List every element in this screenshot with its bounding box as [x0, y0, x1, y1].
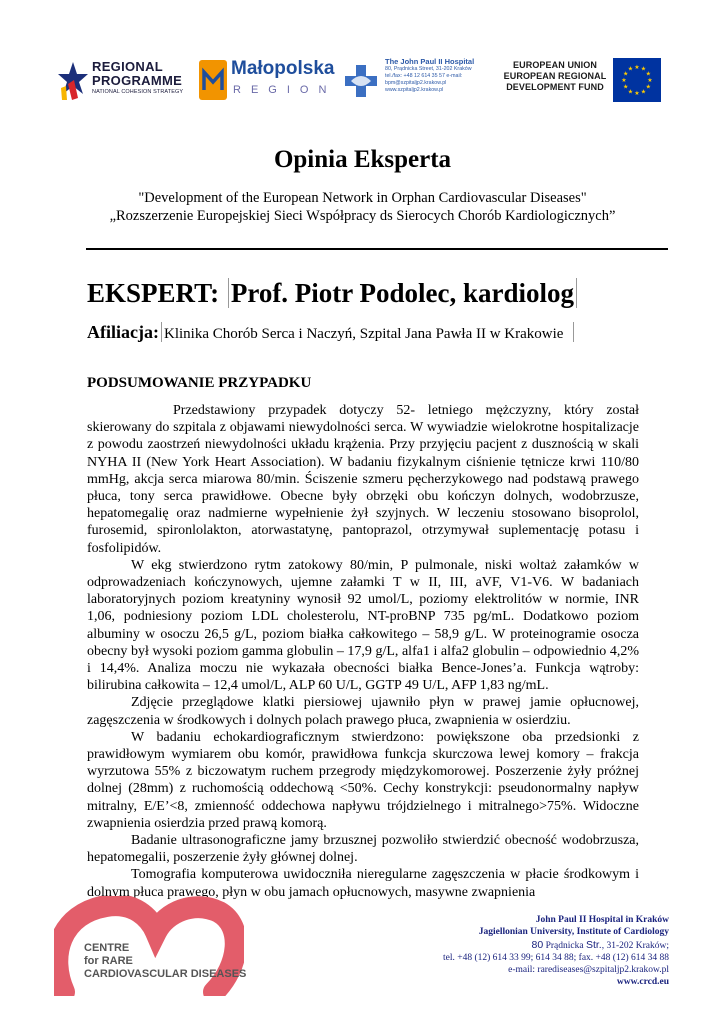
regional-programme-logo: [58, 56, 188, 106]
footer-hospital: John Paul II Hospital in Kraków: [535, 915, 669, 925]
eu-star-icon: ★: [647, 78, 653, 84]
text-marker: [573, 322, 574, 342]
text-marker: [161, 322, 162, 342]
text-marker: [228, 278, 229, 308]
crcd-logo-line1: CENTRE: [84, 942, 130, 954]
malopolska-name: Małopolska: [231, 58, 335, 79]
crcd-logo-line2: for RARE: [84, 955, 133, 967]
expert-name: Prof. Piotr Podolec, kardiolog: [230, 278, 575, 308]
footer-address-str: Str.: [585, 938, 602, 951]
eu-star-icon: ★: [621, 78, 627, 84]
section-heading: PODSUMOWANIE PRZYPADKU: [87, 375, 312, 391]
hospital-logo-email: bpm@szpitaljp2.krakow.pl: [385, 80, 447, 86]
footer-address-city: , 31-202 Kraków;: [601, 940, 669, 951]
title-divider: [86, 248, 668, 250]
expert-label: EKSPERT:: [87, 278, 220, 308]
hospital-logo-web: www.szpitaljp2.krakow.pl: [385, 87, 444, 93]
paragraph: Badanie ultrasonograficzne jamy brzusznej pozwoliło stwierdzić obecność wodobrzusza, hepatomegalii, poszerzenie żyły głównej dolnej.: [87, 833, 639, 866]
footer-address: [443, 939, 669, 952]
malopolska-region: REGION: [233, 84, 337, 96]
malopolska-logo: [199, 58, 339, 106]
eu-star-icon: ★: [645, 71, 651, 78]
footer-university: Jagiellonian University, Institute of Cardiology: [478, 927, 669, 938]
page-title: Opinia Eksperta: [273, 146, 452, 173]
eu-star-icon: ★: [623, 71, 629, 78]
paragraph: Przedstawiony przypadek dotyczy 52- letniego mężczyzny, który został skierowany do szpitala z objawami niewydolności serca. W wywiadzie wielokrotne hospitalizacje z powodu zaostrzeń niewydolności układu krążenia. Przy przyjęciu pacjent z dusznością w skali NYHA II (New York Heart Association). W badaniu fizykalnym ciśnienie tętnicze krwi 110/80 mmHg, akcja serca miarowa 80/min. Ściszenie szmeru pęcherzykowego nad podstawą prawego płuca, tony serca prawidłowe. Obecne były obrzęki obu kończyn dolnych, wodobrzusze, hepatomegalię oraz nadmierne wypełnienie żył szyjnych. W leczeniu stosowano bisoprolol, furosemid, spironlolakton, atorwastatynę, pantoprazol, otrzymywał suplementację potasu i fosfolipidów.: [87, 403, 639, 556]
crcd-logo: [54, 896, 299, 996]
hospital-logo-name: The John Paul II Hospital: [385, 57, 475, 66]
regional-programme-star-icon: [58, 58, 88, 102]
crcd-logo-line3: CARDIOVASCULAR DISEASES: [84, 968, 247, 980]
eu-star-icon: ★: [645, 84, 651, 91]
regional-programme-line2: PROGRAMME: [92, 73, 183, 88]
paragraph: Zdjęcie przeglądowe klatki piersiowej ujawniło płyn w prawej jamie opłucnowej, zagęszczenia w środkowych i dolnych polach prawego płuca, zwapnienia w osierdziu.: [87, 695, 639, 728]
affiliation-line: [87, 321, 576, 345]
hospital-logo-address: 80, Prądnicka Street, 31-202 Kraków: [385, 66, 472, 72]
eu-star-icon: ★: [634, 91, 640, 97]
subtitle-english: "Development of the European Network in Orphan Cardiovascular Diseases": [138, 190, 587, 206]
hospital-logo-phone: tel./fax: +48 12 614 35 57 e-mail:: [385, 73, 463, 79]
eu-star-icon: ★: [634, 65, 640, 71]
affiliation-label: Afiliacja:: [87, 322, 159, 342]
malopolska-crest-icon: [199, 60, 227, 100]
footer-email[interactable]: e-mail: rarediseases@szpitaljp2.krakow.pl: [508, 965, 669, 976]
footer-address-number: 80: [531, 938, 544, 951]
regional-programme-line3: NATIONAL COHESION STRATEGY: [92, 89, 184, 95]
eu-star-icon: ★: [627, 66, 634, 73]
hospital-logo: [343, 57, 493, 107]
footer-phones: tel. +48 (12) 614 33 99; 614 34 88; fax. +48 (12) 614 34 88: [442, 952, 669, 963]
eu-star-icon: ★: [640, 66, 647, 73]
case-summary: [87, 402, 639, 901]
eu-line1: EUROPEAN UNION: [513, 60, 597, 70]
subtitle-polish: „Rozszerzenie Europejskiej Sieci Współpracy ds Sierocych Chorób Kardiologicznych”: [109, 208, 616, 224]
footer-address-street: Prądnicka: [545, 940, 584, 951]
affiliation-value: Klinika Chorób Serca i Naczyń, Szpital Jana Pawła II w Krakowie: [163, 326, 564, 342]
eu-line3: DEVELOPMENT FUND: [506, 82, 604, 92]
paragraph: W badaniu echokardiograficznym stwierdzono: powiększone oba przedsionki z prawidłowym wymiarem obu komór, prawidłowa funkcja skurczowa lewej komory – frakcja wyrzutowa 55% z biczowatym ruchem przegrody międzykomorowej. Poszerzenie żyły próżnej dolnej (28mm) z ruchomością oddechową <50%. Cechy konstrykcji: pseudonormalny napływ mitralny, E/E’<8, zmienność oddechowa napływu trójdzielnego i mitralnego>75%. Widoczne zwapnienia osierdzia przed prawą komorą.: [87, 729, 639, 831]
eu-star-icon: ★: [640, 89, 647, 96]
hospital-cross-icon: [343, 63, 379, 99]
eu-logo: [503, 58, 661, 104]
expert-line: [87, 276, 579, 310]
eu-line2: EUROPEAN REGIONAL: [503, 71, 607, 81]
text-marker: [576, 278, 577, 308]
eu-star-icon: ★: [623, 84, 629, 91]
footer-website[interactable]: www.crcd.eu: [616, 977, 669, 988]
eu-flag-icon: [613, 58, 661, 102]
footer-contact: [443, 914, 669, 989]
regional-programme-line1: REGIONAL: [92, 59, 164, 74]
eu-star-icon: ★: [627, 89, 634, 96]
paragraph: W ekg stwierdzono rytm zatokowy 80/min, P pulmonale, niski woltaż załamków w odprowadzeniach kończynowych, ujemne załamki T w II, III, aVF, V1-V6. W badaniach laboratoryjnych poziom kreatyniny wynosił 92 umol/L, poziomy elektrolitów w normie, INR 1,06, podniesiony poziom LDL cholesterolu, NT-proBNP 735 pg/mL. Dodatkowo poziom albuminy w osoczu 26,5 g/L, poziom białka całkowitego – 58,9 g/L. W proteinogramie osocza obecny był wysoki poziom gamma globulin – 17,9 g/L, alfa1 i alfa2 globulin – odpowiednio 4,2% i 14,4%. Analiza moczu nie wykazała obecności białka Bence-Jones’a. Funkcja wątroby: bilirubina całkowita – 12,4 umol/L, ALP 60 U/L, GGTP 49 U/L, AFP 1,83 ng/mL.: [87, 557, 639, 694]
paragraph: Tomografia komputerowa uwidoczniła nieregularne zagęszczenia w płacie środkowym i dolnym płuca prawego, płyn w obu jamach opłucnowych, masywne zwapnienia: [87, 867, 639, 900]
